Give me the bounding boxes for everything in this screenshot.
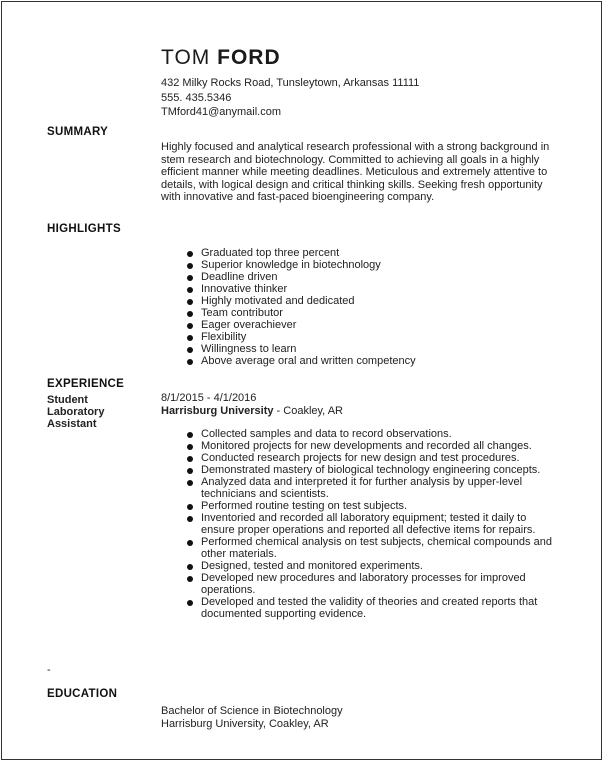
bullet-icon <box>187 323 193 329</box>
duty-text: Designed, tested and monitored experiments. <box>201 560 423 572</box>
highlight-text: Superior knowledge in biotechnology <box>201 259 381 271</box>
separator-dash: - <box>47 664 51 676</box>
list-item <box>187 355 562 367</box>
duty-text: Developed new procedures and laboratory processes for improved operations. <box>201 572 526 596</box>
bullet-icon <box>187 335 193 341</box>
phone: 555. 435.5346 <box>161 91 232 104</box>
bullet-icon <box>187 263 193 269</box>
first-name: TOM <box>161 46 211 69</box>
list-item <box>187 500 562 512</box>
bullet-icon <box>187 275 193 281</box>
list-item <box>187 247 562 259</box>
list-item <box>187 428 562 440</box>
degree: Bachelor of Science in Biotechnology <box>161 705 343 717</box>
bullet-icon <box>187 516 193 522</box>
duty-text: Collected samples and data to record observations. <box>201 428 452 440</box>
last-name: FORD <box>217 46 281 69</box>
highlight-text: Innovative thinker <box>201 283 288 295</box>
duty-text: Performed chemical analysis on test subjects, chemical compounds and other materials. <box>201 536 552 560</box>
job-dates: 8/1/2015 - 4/1/2016 <box>161 392 257 404</box>
list-item <box>187 295 562 307</box>
list-item <box>187 331 562 343</box>
bullet-icon <box>187 504 193 510</box>
duty-text: Inventoried and recorded all laboratory equipment; tested it daily to ensure proper operations and reported all defective items for repairs. <box>201 512 536 536</box>
bullet-icon <box>187 576 193 582</box>
experience-heading: EXPERIENCE <box>47 378 125 390</box>
job-location: - Coakley, AR <box>273 405 343 417</box>
list-item <box>187 343 562 355</box>
highlight-text: Graduated top three percent <box>201 247 340 259</box>
bullet-icon <box>187 311 193 317</box>
bullet-icon <box>187 480 193 486</box>
list-item <box>187 572 562 596</box>
summary-text <box>161 141 561 204</box>
bullet-icon <box>187 432 193 438</box>
duty-text: Conducted research projects for new design and test procedures. <box>201 452 520 464</box>
duties-list <box>187 428 562 620</box>
education-details <box>161 705 343 730</box>
bullet-icon <box>187 359 193 365</box>
list-item <box>187 512 562 536</box>
bullet-icon <box>187 444 193 450</box>
highlight-text: Above average oral and written competency <box>201 355 416 367</box>
list-item <box>187 307 562 319</box>
job-role: Student Laboratory Assistant <box>47 394 105 430</box>
summary-heading: SUMMARY <box>47 126 109 138</box>
highlight-text: Flexibility <box>201 331 247 343</box>
highlight-text: Team contributor <box>201 307 283 319</box>
highlights-list <box>187 247 562 367</box>
duty-text: Analyzed data and interpreted it for further analysis by upper-level technicians and scientists. <box>201 476 523 500</box>
list-item <box>187 596 562 620</box>
bullet-icon <box>187 540 193 546</box>
summary-paragraph: Highly focused and analytical research professional with a strong background in stem research and biotechnology. Committed to achieving all goals in a highly efficient manner while meeting deadlines. Meticulous and extremely attentive to details, with logical design and critical thinking skills. Seeking fresh opportunity with innovative and fast-paced bioengineering company. <box>161 141 550 203</box>
bullet-icon <box>187 564 193 570</box>
contact-info <box>161 76 419 120</box>
duty-text: Performed routine testing on test subjects. <box>201 500 408 512</box>
address: 432 Milky Rocks Road, Tunsleytown, Arkansas 11111 <box>161 77 420 89</box>
bullet-icon <box>187 456 193 462</box>
list-item <box>187 319 562 331</box>
job-employer-line <box>161 405 343 418</box>
education-heading: EDUCATION <box>47 688 118 700</box>
resume-page <box>1 1 602 760</box>
list-item <box>187 560 562 572</box>
duty-text: Monitored projects for new developments and recorded all changes. <box>201 440 532 452</box>
highlight-text: Eager overachiever <box>201 319 297 331</box>
employer: Harrisburg University <box>161 405 274 417</box>
bullet-icon <box>187 600 193 606</box>
list-item <box>187 452 562 464</box>
duty-text: Demonstrated mastery of biological technology engineering concepts. <box>201 464 541 476</box>
bullet-icon <box>187 468 193 474</box>
highlight-text: Deadline driven <box>201 271 278 283</box>
candidate-name <box>161 46 281 70</box>
list-item <box>187 271 562 283</box>
list-item <box>187 536 562 560</box>
bullet-icon <box>187 299 193 305</box>
list-item <box>187 476 562 500</box>
list-item <box>187 464 562 476</box>
list-item <box>187 283 562 295</box>
list-item <box>187 440 562 452</box>
school: Harrisburg University, Coakley, AR <box>161 717 329 730</box>
list-item <box>187 259 562 271</box>
bullet-icon <box>187 287 193 293</box>
email: TMford41@anymail.com <box>161 106 281 118</box>
bullet-icon <box>187 251 193 257</box>
bullet-icon <box>187 347 193 353</box>
highlights-heading: HIGHLIGHTS <box>47 223 121 235</box>
duty-text: Developed and tested the validity of theories and created reports that documented supporting evidence. <box>201 596 538 620</box>
highlight-text: Highly motivated and dedicated <box>201 295 355 307</box>
highlight-text: Willingness to learn <box>201 343 297 355</box>
